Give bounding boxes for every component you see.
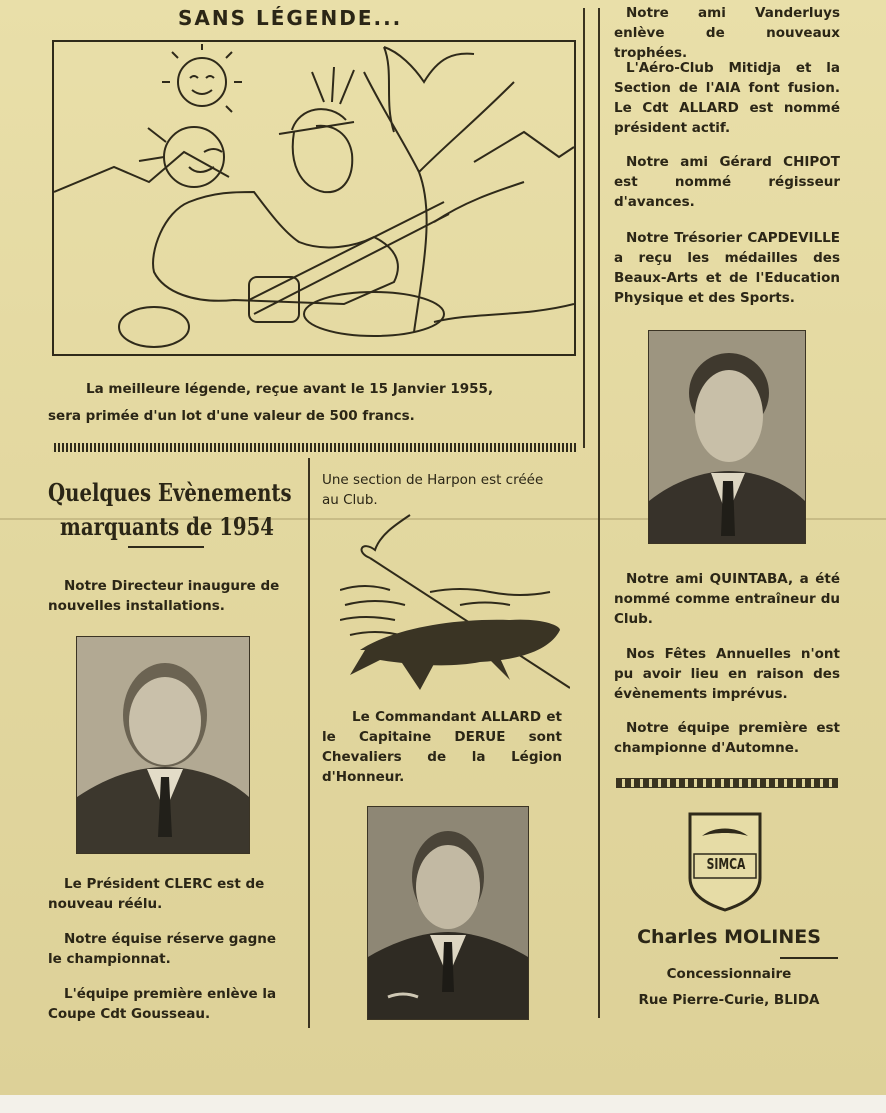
right-item-aeroclub: L'Aéro-Club Mitidja et la Section de l'AIA font fusion. Le Cdt ALLARD est nommé président actif. <box>614 60 840 136</box>
page-title: SANS LÉGENDE... <box>178 6 403 30</box>
column-rule-left <box>308 458 310 1028</box>
cartoon-illustration <box>54 42 574 354</box>
contest-line-1: La meilleure légende, reçue avant le 15 Janvier 1955, <box>86 381 494 397</box>
title-underline <box>128 546 204 548</box>
hatched-divider <box>54 443 576 452</box>
advertiser-role: Concessionnaire <box>666 966 792 982</box>
contest-line-2: sera primée d'un lot d'une valeur de 500 francs. <box>48 408 415 424</box>
wavy-divider <box>616 778 838 788</box>
name-underline <box>780 957 838 959</box>
fish-harpoon-illustration <box>340 510 570 700</box>
column-rule-right <box>598 8 600 1018</box>
event-item-coupe: L'équipe première enlève la Coupe Cdt Gousseau. <box>48 986 277 1022</box>
events-title-line-1: Quelques Evènements <box>48 478 292 507</box>
advertiser-address: Rue Pierre-Curie, BLIDA <box>638 992 820 1008</box>
legion-honneur-text: Le Commandant ALLARD et le Capitaine DERUE sont Chevaliers de la Légion d'Honneur. <box>322 709 562 785</box>
page-bottom-margin <box>0 1095 886 1113</box>
simca-logo-text: SIMCA <box>706 855 746 873</box>
events-title-line-2: marquants de 1954 <box>60 512 275 541</box>
cartoon-frame <box>52 40 576 356</box>
right-item-chipot: Notre ami Gérard CHIPOT est nommé régisseur d'avances. <box>614 154 840 210</box>
event-item-reserve: Notre équise réserve gagne le championnat. <box>48 931 277 967</box>
photo-president-clerc <box>76 636 250 854</box>
event-item-directeur: Notre Directeur inaugure de nouvelles installations. <box>48 578 280 614</box>
photo-quintaba <box>648 330 806 544</box>
harpon-text: Une section de Harpon est créée au Club. <box>322 472 544 508</box>
event-item-clerc: Le Président CLERC est de nouveau réélu. <box>48 876 265 912</box>
photo-officer <box>367 806 529 1020</box>
right-item-equipe: Notre équipe première est championne d'Automne. <box>614 720 840 756</box>
right-item-vanderluys: Notre ami Vanderluys enlève de nouveaux trophées. <box>614 5 840 61</box>
column-rule-top-right <box>583 8 585 448</box>
right-item-quintaba: Notre ami QUINTABA, a été nommé comme entraîneur du Club. <box>614 571 840 627</box>
right-item-capdeville: Notre Trésorier CAPDEVILLE a reçu les médailles des Beaux-Arts et de l'Education Physique et des Sports. <box>614 230 840 306</box>
advertiser-name: Charles MOLINES <box>637 926 821 948</box>
right-item-fetes: Nos Fêtes Annuelles n'ont pu avoir lieu en raison des évènements imprévus. <box>614 646 840 702</box>
